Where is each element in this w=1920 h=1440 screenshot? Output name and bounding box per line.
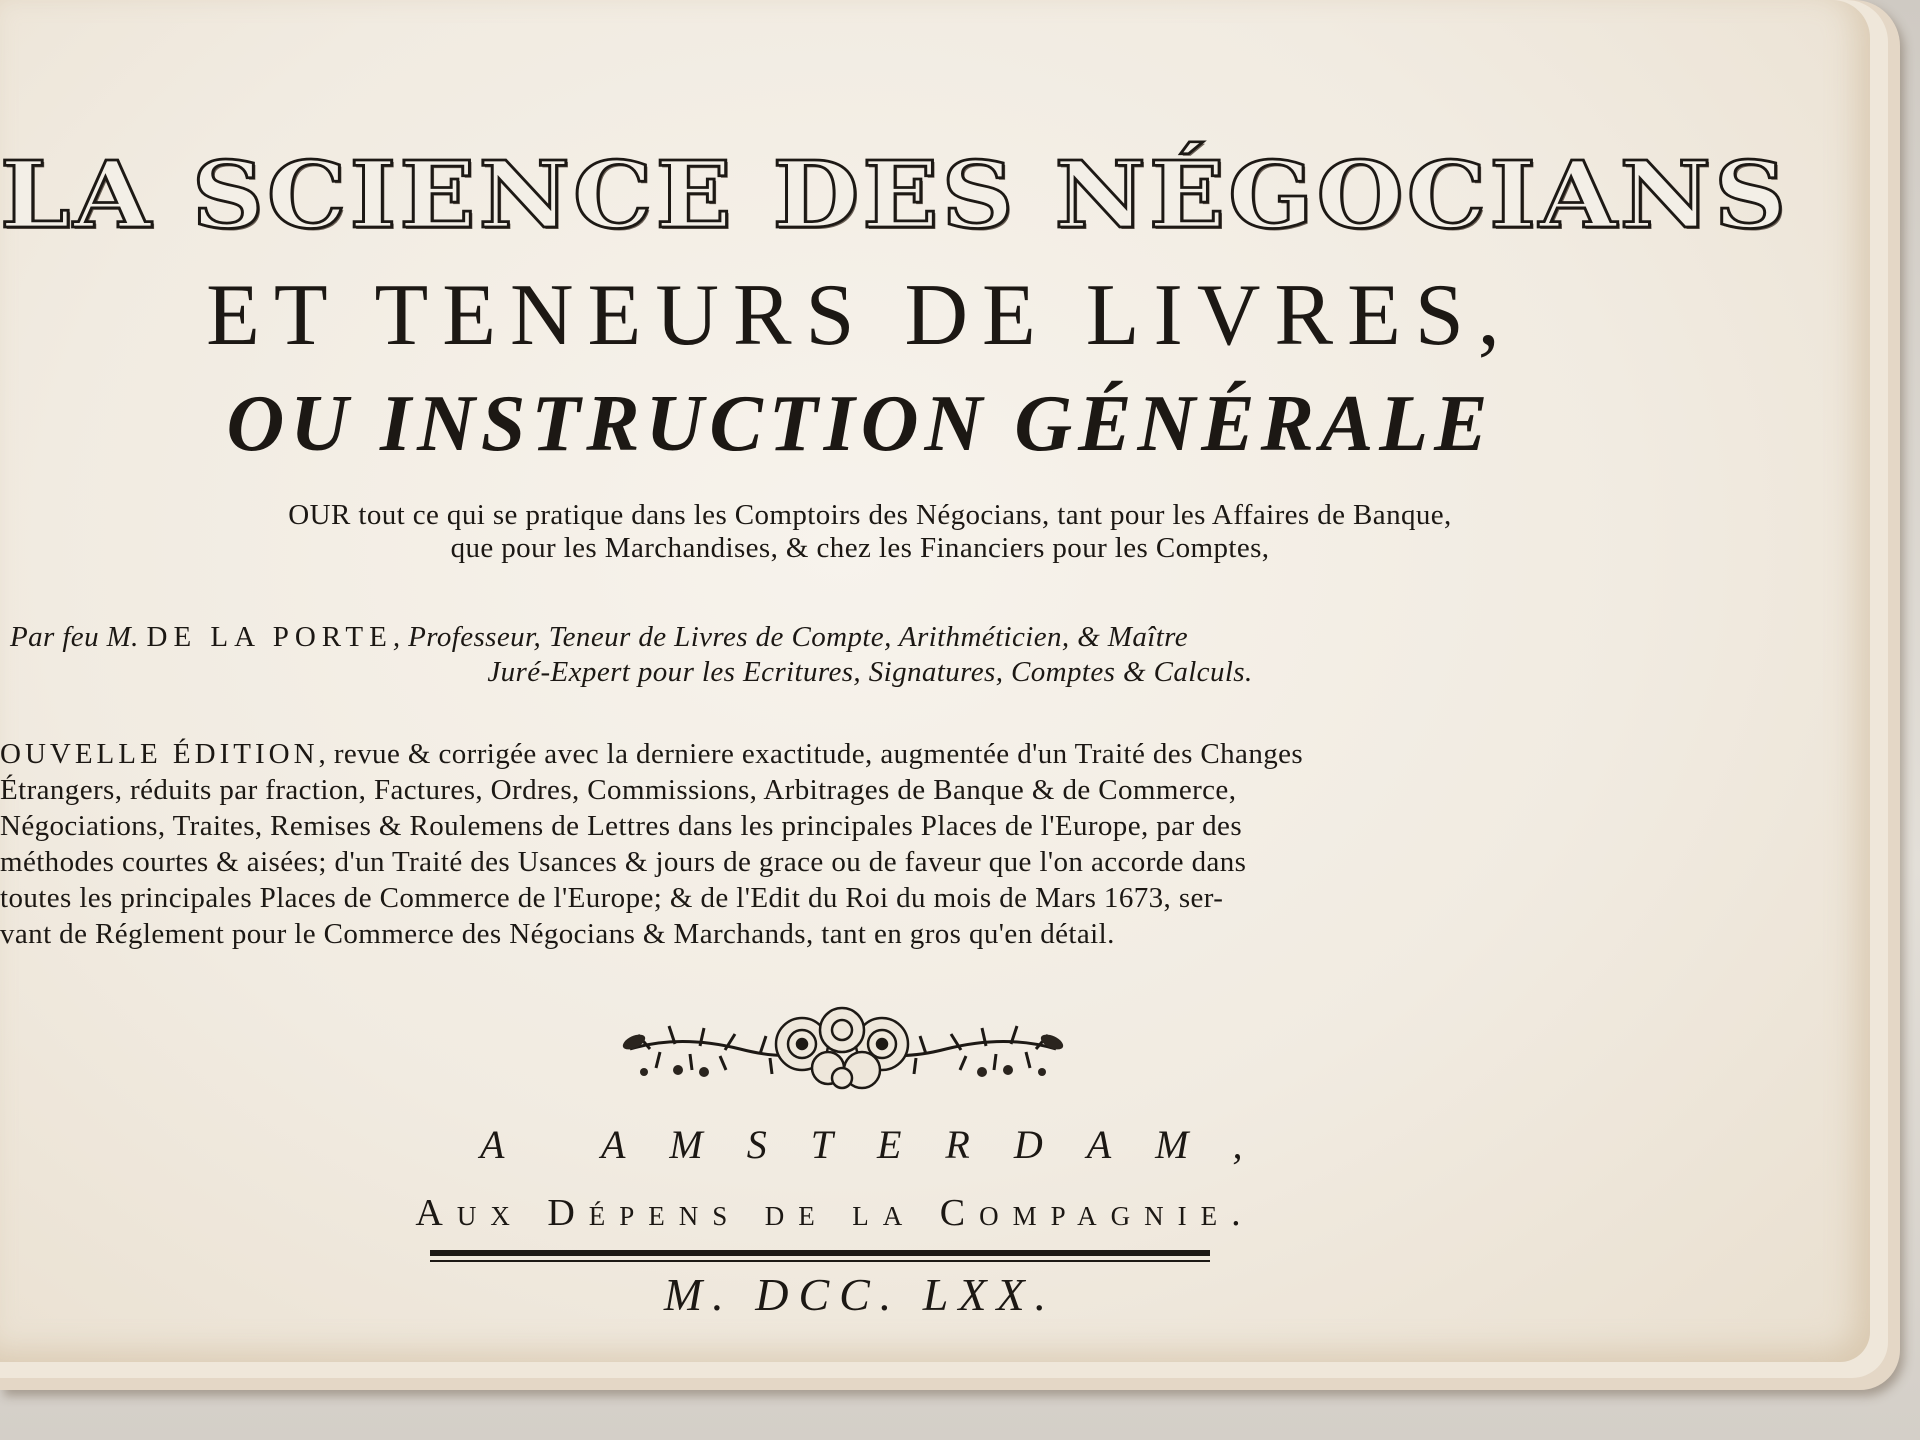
author-line-1 — [10, 622, 1730, 653]
floral-vignette-icon — [620, 1004, 1066, 1094]
title-line-3: OU INSTRUCTION GÉNÉRALE — [226, 380, 1494, 468]
edition-line-1-rest: , revue & corrigée avec la derniere exactitude, augmentée d'un Traité des Changes — [318, 738, 1304, 770]
author-line-2: Juré-Expert pour les Ecritures, Signatures, Comptes & Calculs. — [487, 656, 1253, 688]
edition-lead: OUVELLE ÉDITION — [0, 738, 319, 770]
title-line-2: ET TENEURS DE LIVRES, — [206, 267, 1514, 364]
double-rule-thick — [430, 1250, 1210, 1256]
edition-line-6: vant de Réglement pour le Commerce des Négocians & Marchands, tant en gros qu'en détail. — [0, 918, 1115, 950]
description-line-2: que pour les Marchandises, & chez les Financiers pour les Comptes, — [450, 532, 1270, 564]
imprint-date: M. DCC. LXX. — [663, 1269, 1057, 1320]
imprint-publisher: Aux Dépens de la Compagnie. — [415, 1192, 1255, 1234]
edition-line-5: toutes les principales Places de Commerce de l'Europe; & de l'Edit du Roi du mois de Mars 1673, ser- — [0, 882, 1224, 914]
imprint-city: A AMSTERDAM, — [480, 1122, 1287, 1167]
author-name: DE LA PORTE — [146, 621, 393, 653]
edition-line-2: Étrangers, réduits par fraction, Factures, Ordres, Commissions, Arbitrages de Banque & de Commerce, — [0, 774, 1237, 806]
edition-line-3: Négociations, Traites, Remises & Roulemens de Lettres dans les principales Places de l'Europe, par des — [0, 810, 1243, 842]
author-prefix: Par feu M. — [10, 621, 139, 653]
double-rule-thin — [430, 1260, 1210, 1262]
title-line-1: LA SCIENCE DES NÉGOCIANS — [0, 140, 1790, 250]
edition-line-4: méthodes courtes & aisées; d'un Traité des Usances & jours de grace ou de faveur que l'on accorde dans — [0, 846, 1247, 878]
description-line-1: OUR tout ce qui se pratique dans les Comptoirs des Négocians, tant pour les Affaires de Banque, — [288, 499, 1452, 531]
author-line-1-rest: , Professeur, Teneur de Livres de Compte, Arithméticien, & Maître — [392, 621, 1189, 653]
edition-line-1 — [0, 738, 1730, 770]
